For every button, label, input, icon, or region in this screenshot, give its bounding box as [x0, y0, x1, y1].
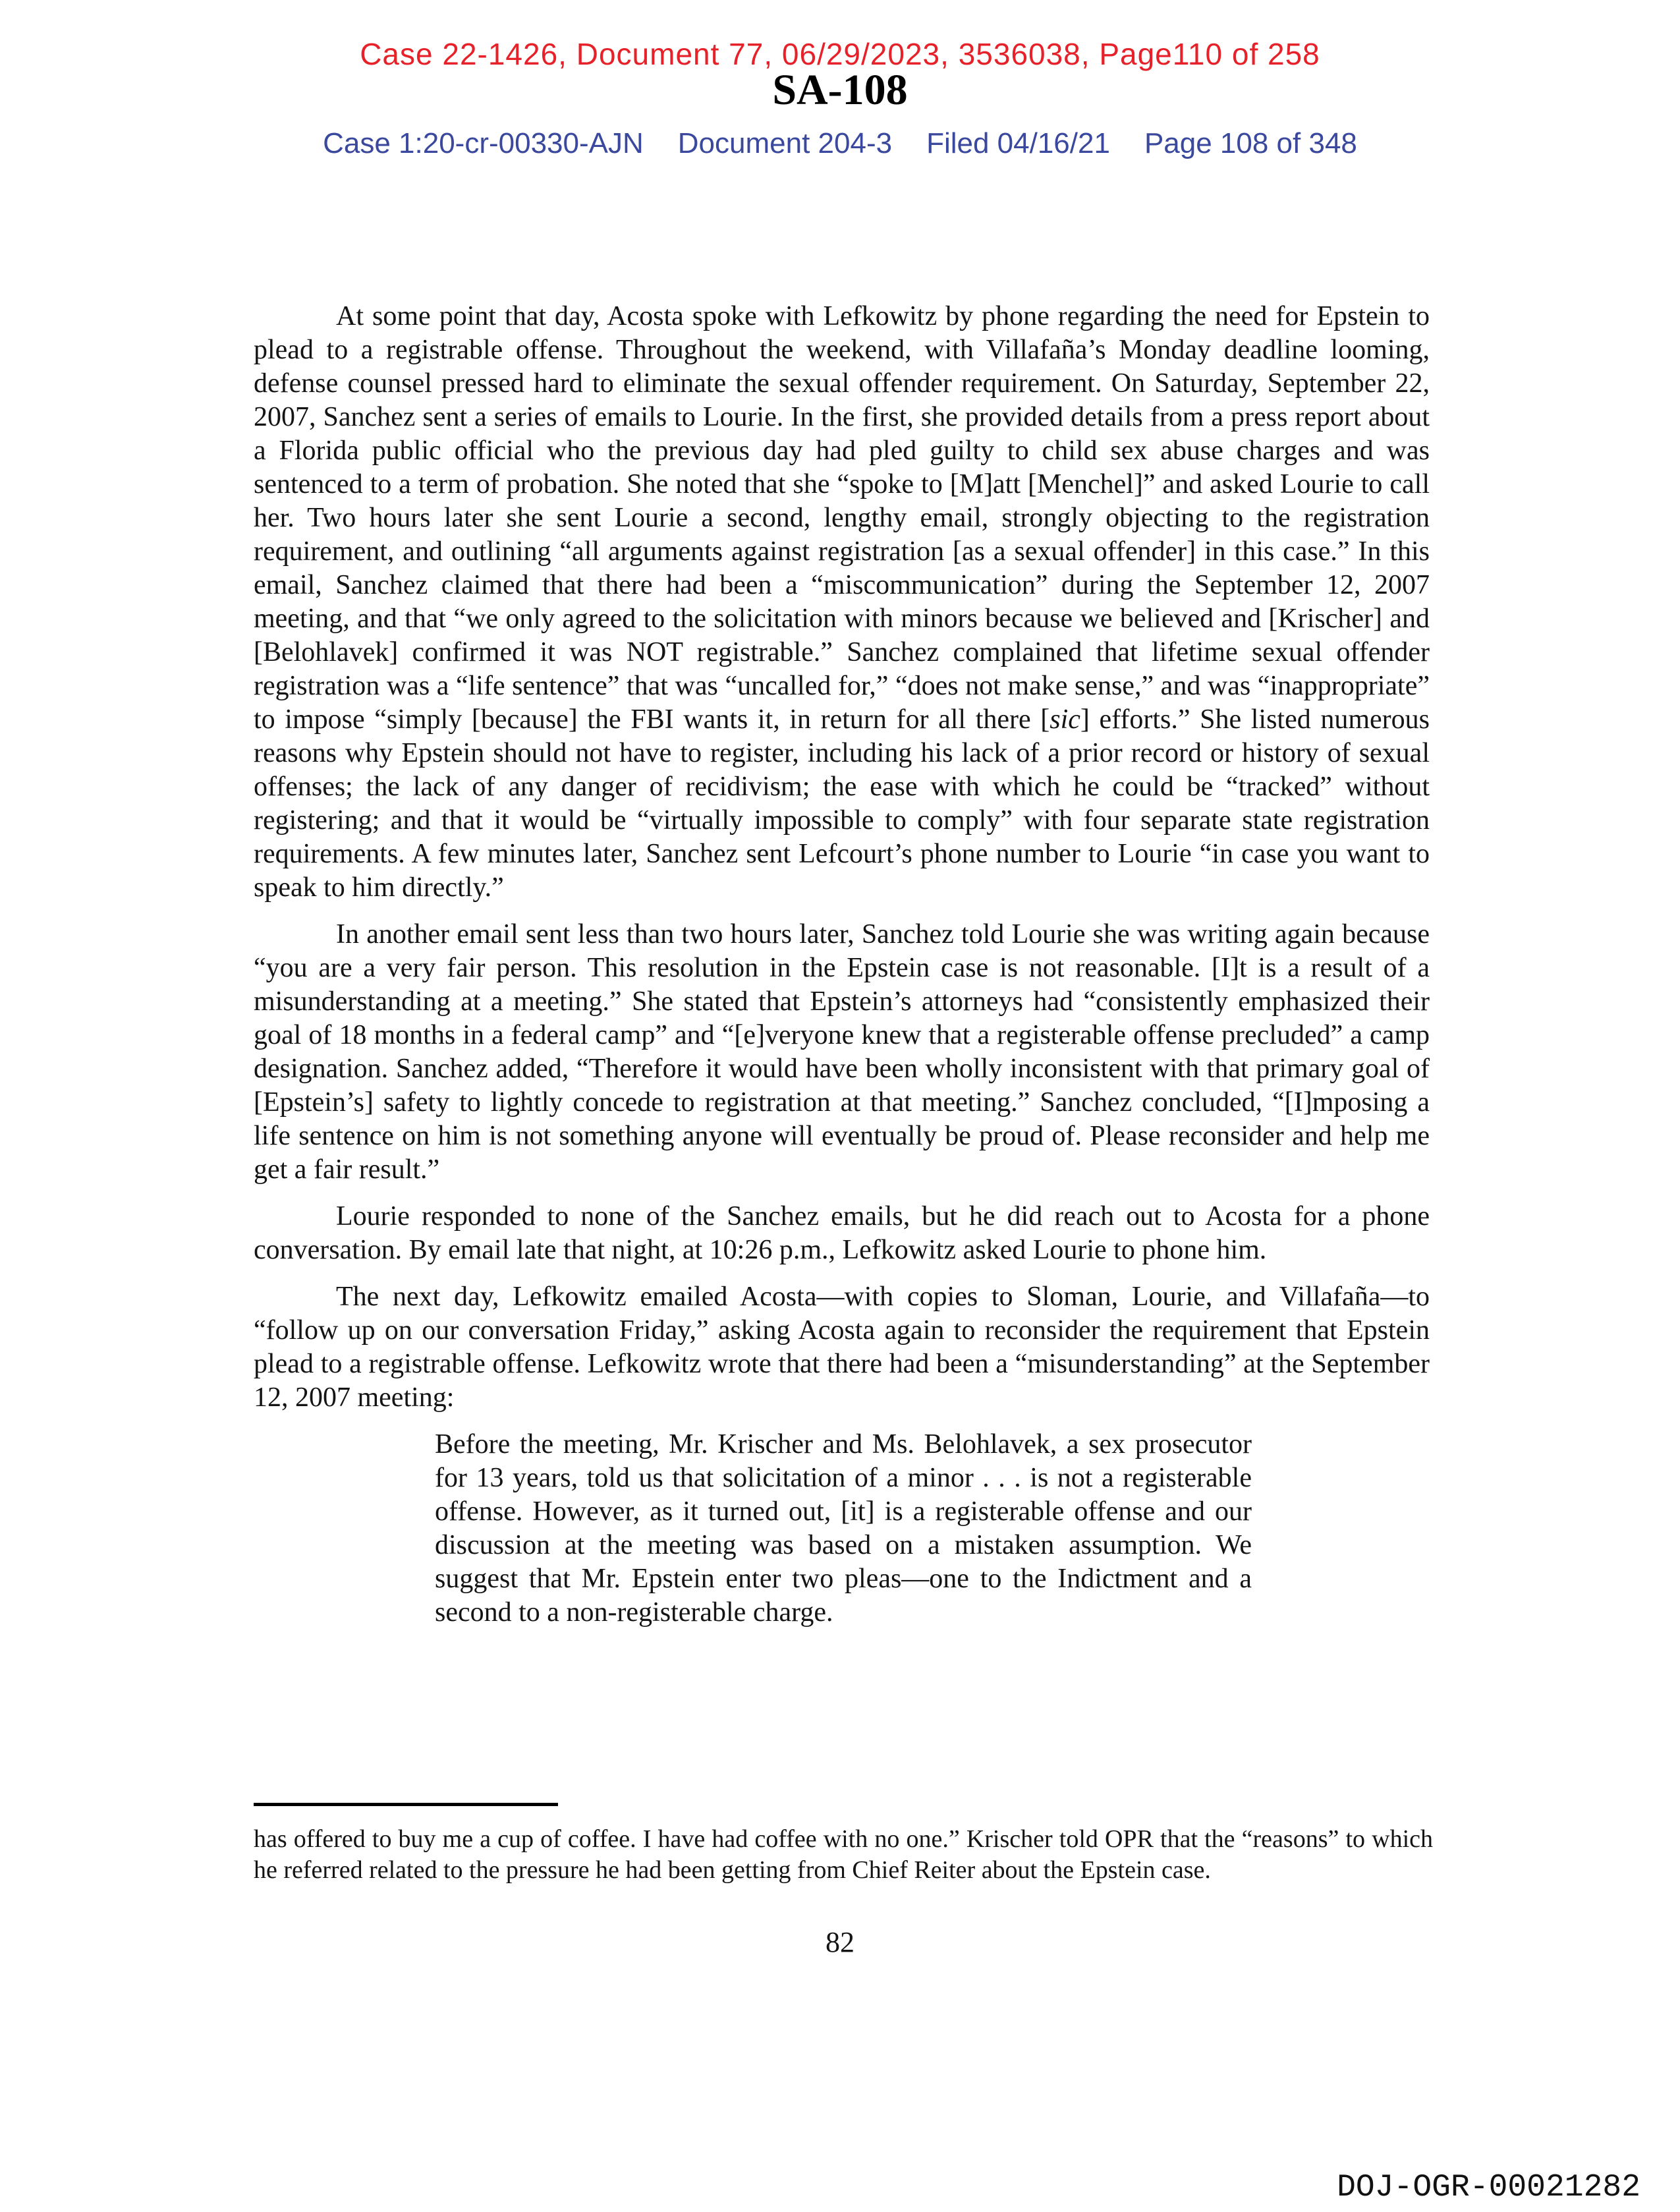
district-stamp-filed: Filed 04/16/21 — [926, 127, 1110, 159]
district-stamp-page: Page 108 of 348 — [1144, 127, 1357, 159]
district-stamp-case: Case 1:20-cr-00330-AJN — [323, 127, 644, 159]
paragraph-1 — [254, 300, 1430, 905]
footnote-text: has offered to buy me a cup of coffee. I have had coffee with no one.” Krischer told OPR that the “reasons” to which he referred related to the pressure he had been getting from Chief Reiter about the Epstein case. — [254, 1825, 1433, 1884]
appeals-court-stamp: Case 22-1426, Document 77, 06/29/2023, 3536038, Page110 of 258 — [360, 37, 1320, 71]
document-body — [254, 300, 1430, 1630]
appendix-page-label: SA-108 — [772, 66, 908, 114]
paragraph-4: The next day, Lefkowitz emailed Acosta—with copies to Sloman, Lourie, and Villafaña—to “follow up on our conversation Friday,” asking Acosta again to reconsider the requirement that Epstein plead to a registrable offense. Lefkowitz wrote that there had been a “misunderstanding” at the September 12, 2007 meeting: — [254, 1282, 1430, 1413]
paragraph-1-text: At some point that day, Acosta spoke with Lefkowitz by phone regarding the need for Epstein to plead to a registrable offense. Throughout the weekend, with Villafaña’s Monday deadline looming, defense counsel pressed hard to eliminate the sexual offender requirement. On Saturday, September 22, 2007, Sanchez sent a series of emails to Lourie. In the first, she provided details from a press report about a Florida public official who the previous day had pled guilty to child sex abuse charges and was sentenced to a term of probation. She noted that she “spoke to [M]att [Menchel]” and asked Lourie to call her. Two hours later she sent Lourie a second, lengthy email, strongly objecting to the registration requirement, and outlining “all arguments against registration [as a sexual offender] in this case.” In this email, Sanchez claimed that there had been a “miscommunication” during the September 12, 2007 meeting, and that “we only agreed to the solicitation with minors because we believed and [Krischer] and [Belohlavek] confirmed it was NOT registrable.” Sanchez complained that lifetime sexual offender registration was a “life sentence” that was “uncalled for,” “does not make sense,” and was “inappropriate” to impose “simply [because] the FBI wants it, in return for all there [ — [254, 301, 1430, 735]
sic-italic-text: sic — [1050, 704, 1080, 735]
bates-number: DOJ-OGR-00021282 — [1337, 2170, 1640, 2205]
paragraph-1-text-continued: ] efforts.” She listed numerous reasons why Epstein should not have to register, including his lack of a prior record or history of sexual offenses; the lack of any danger of recidivism; the ease with which he could be “tracked” without registering; and that it would be “virtually impossible to comply” with four separate state registration requirements. A few minutes later, Sanchez sent Lefcourt’s phone number to Lourie “in case you want to speak to him directly.” — [254, 704, 1430, 903]
district-stamp-document: Document 204-3 — [677, 127, 893, 159]
page-number: 82 — [826, 1926, 854, 1958]
paragraph-2: In another email sent less than two hours later, Sanchez told Lourie she was writing again because “you are a very fair person. This resolution in the Epstein case is not reasonable. [I]t is a result of a misunderstanding at a meeting.” She stated that Epstein’s attorneys had “consistently emphasized their goal of 18 months in a federal camp” and “[e]veryone knew that a registerable offense precluded” a camp designation. Sanchez added, “Therefore it would have been wholly inconsistent with that primary goal of [Epstein’s] safety to lightly concede to registration at that meeting.” Sanchez concluded, “[I]mposing a life sentence on him is not something anyone will eventually be proud of. Please reconsider and help me get a fair result.” — [254, 919, 1430, 1185]
district-court-stamp — [0, 127, 1680, 160]
block-quote: Before the meeting, Mr. Krischer and Ms. Belohlavek, a sex prosecutor for 13 years, told us that solicitation of a minor . . . is not a registerable offense. However, as it turned out, [it] is a registerable offense and our discussion at the meeting was based on a mistaken assumption. We suggest that Mr. Epstein enter two pleas—one to the Indictment and a second to a non-registerable charge. — [435, 1429, 1252, 1628]
footnote-separator-rule — [254, 1803, 558, 1806]
paragraph-3: Lourie responded to none of the Sanchez emails, but he did reach out to Acosta for a phone conversation. By email late that night, at 10:26 p.m., Lefkowitz asked Lourie to phone him. — [254, 1201, 1430, 1265]
